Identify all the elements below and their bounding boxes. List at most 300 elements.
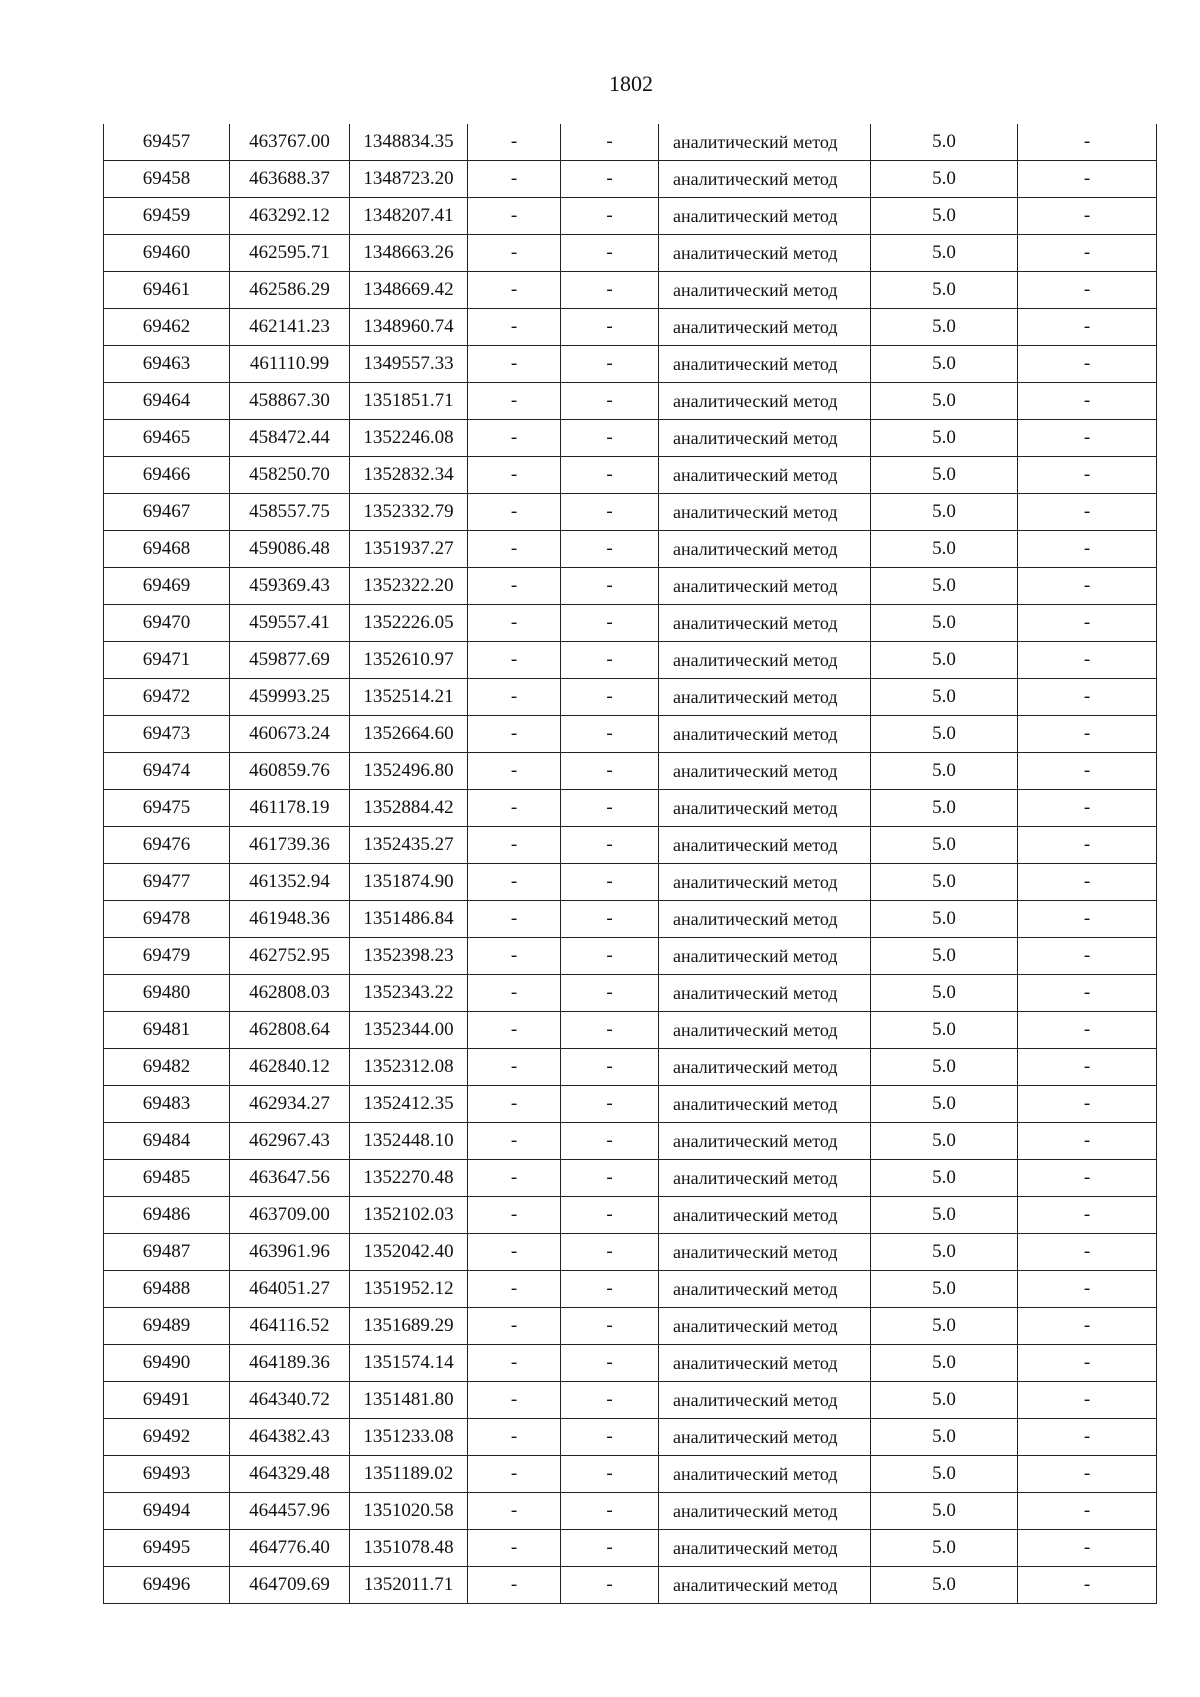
method-cell: аналитический метод [659, 568, 871, 605]
empty-cell: - [561, 124, 659, 161]
empty-cell: - [1018, 1123, 1157, 1160]
empty-cell: - [468, 605, 561, 642]
empty-cell: - [561, 716, 659, 753]
empty-cell: - [1018, 346, 1157, 383]
table-row [104, 346, 1157, 383]
empty-cell: - [1018, 1419, 1157, 1456]
table-row [104, 1456, 1157, 1493]
precision-cell: 5.0 [871, 864, 1018, 901]
method-cell: аналитический метод [659, 1530, 871, 1567]
empty-cell: - [1018, 1567, 1157, 1604]
table-row [104, 309, 1157, 346]
x-coordinate-cell: 462808.03 [230, 975, 350, 1012]
x-coordinate-cell: 464776.40 [230, 1530, 350, 1567]
empty-cell: - [1018, 272, 1157, 309]
method-cell: аналитический метод [659, 975, 871, 1012]
y-coordinate-cell: 1352322.20 [350, 568, 468, 605]
method-cell: аналитический метод [659, 1049, 871, 1086]
empty-cell: - [468, 1308, 561, 1345]
empty-cell: - [468, 383, 561, 420]
point-id-cell: 69494 [104, 1493, 230, 1530]
point-id-cell: 69467 [104, 494, 230, 531]
precision-cell: 5.0 [871, 605, 1018, 642]
empty-cell: - [561, 1493, 659, 1530]
x-coordinate-cell: 464051.27 [230, 1271, 350, 1308]
x-coordinate-cell: 462141.23 [230, 309, 350, 346]
empty-cell: - [561, 901, 659, 938]
empty-cell: - [1018, 679, 1157, 716]
x-coordinate-cell: 460859.76 [230, 753, 350, 790]
method-cell: аналитический метод [659, 1308, 871, 1345]
empty-cell: - [468, 975, 561, 1012]
empty-cell: - [468, 827, 561, 864]
empty-cell: - [1018, 1456, 1157, 1493]
point-id-cell: 69475 [104, 790, 230, 827]
precision-cell: 5.0 [871, 494, 1018, 531]
table-row [104, 420, 1157, 457]
y-coordinate-cell: 1352312.08 [350, 1049, 468, 1086]
x-coordinate-cell: 462752.95 [230, 938, 350, 975]
precision-cell: 5.0 [871, 383, 1018, 420]
empty-cell: - [1018, 124, 1157, 161]
method-cell: аналитический метод [659, 1567, 871, 1604]
y-coordinate-cell: 1351851.71 [350, 383, 468, 420]
empty-cell: - [468, 346, 561, 383]
empty-cell: - [468, 1567, 561, 1604]
table-row [104, 1530, 1157, 1567]
table-row [104, 1419, 1157, 1456]
y-coordinate-cell: 1349557.33 [350, 346, 468, 383]
empty-cell: - [561, 420, 659, 457]
y-coordinate-cell: 1352344.00 [350, 1012, 468, 1049]
point-id-cell: 69481 [104, 1012, 230, 1049]
table-row [104, 1567, 1157, 1604]
empty-cell: - [561, 1123, 659, 1160]
empty-cell: - [468, 1086, 561, 1123]
precision-cell: 5.0 [871, 1345, 1018, 1382]
x-coordinate-cell: 462808.64 [230, 1012, 350, 1049]
empty-cell: - [468, 1493, 561, 1530]
empty-cell: - [468, 568, 561, 605]
y-coordinate-cell: 1352270.48 [350, 1160, 468, 1197]
empty-cell: - [468, 1234, 561, 1271]
empty-cell: - [561, 1308, 659, 1345]
empty-cell: - [1018, 827, 1157, 864]
empty-cell: - [468, 1160, 561, 1197]
y-coordinate-cell: 1351486.84 [350, 901, 468, 938]
empty-cell: - [561, 568, 659, 605]
empty-cell: - [468, 124, 561, 161]
x-coordinate-cell: 461178.19 [230, 790, 350, 827]
precision-cell: 5.0 [871, 938, 1018, 975]
table-row [104, 1086, 1157, 1123]
empty-cell: - [1018, 975, 1157, 1012]
y-coordinate-cell: 1348207.41 [350, 198, 468, 235]
x-coordinate-cell: 463961.96 [230, 1234, 350, 1271]
empty-cell: - [561, 1271, 659, 1308]
x-coordinate-cell: 461352.94 [230, 864, 350, 901]
empty-cell: - [561, 938, 659, 975]
empty-cell: - [468, 1456, 561, 1493]
empty-cell: - [561, 198, 659, 235]
method-cell: аналитический метод [659, 1493, 871, 1530]
y-coordinate-cell: 1351481.80 [350, 1382, 468, 1419]
empty-cell: - [1018, 1049, 1157, 1086]
x-coordinate-cell: 459877.69 [230, 642, 350, 679]
point-id-cell: 69472 [104, 679, 230, 716]
method-cell: аналитический метод [659, 346, 871, 383]
precision-cell: 5.0 [871, 1012, 1018, 1049]
method-cell: аналитический метод [659, 1012, 871, 1049]
precision-cell: 5.0 [871, 1308, 1018, 1345]
precision-cell: 5.0 [871, 1419, 1018, 1456]
point-id-cell: 69480 [104, 975, 230, 1012]
method-cell: аналитический метод [659, 1419, 871, 1456]
empty-cell: - [1018, 383, 1157, 420]
y-coordinate-cell: 1352448.10 [350, 1123, 468, 1160]
table-row [104, 1493, 1157, 1530]
y-coordinate-cell: 1352011.71 [350, 1567, 468, 1604]
point-id-cell: 69490 [104, 1345, 230, 1382]
table-row [104, 753, 1157, 790]
empty-cell: - [561, 272, 659, 309]
table-row [104, 1012, 1157, 1049]
empty-cell: - [561, 383, 659, 420]
y-coordinate-cell: 1351233.08 [350, 1419, 468, 1456]
x-coordinate-cell: 464189.36 [230, 1345, 350, 1382]
method-cell: аналитический метод [659, 790, 871, 827]
empty-cell: - [561, 309, 659, 346]
x-coordinate-cell: 459993.25 [230, 679, 350, 716]
x-coordinate-cell: 458472.44 [230, 420, 350, 457]
precision-cell: 5.0 [871, 198, 1018, 235]
x-coordinate-cell: 458557.75 [230, 494, 350, 531]
method-cell: аналитический метод [659, 198, 871, 235]
precision-cell: 5.0 [871, 716, 1018, 753]
table-row [104, 235, 1157, 272]
method-cell: аналитический метод [659, 272, 871, 309]
x-coordinate-cell: 462967.43 [230, 1123, 350, 1160]
point-id-cell: 69487 [104, 1234, 230, 1271]
x-coordinate-cell: 464382.43 [230, 1419, 350, 1456]
empty-cell: - [468, 1123, 561, 1160]
table-row [104, 901, 1157, 938]
empty-cell: - [468, 494, 561, 531]
empty-cell: - [1018, 1197, 1157, 1234]
y-coordinate-cell: 1352514.21 [350, 679, 468, 716]
precision-cell: 5.0 [871, 272, 1018, 309]
table-row [104, 272, 1157, 309]
point-id-cell: 69492 [104, 1419, 230, 1456]
empty-cell: - [561, 1419, 659, 1456]
y-coordinate-cell: 1352102.03 [350, 1197, 468, 1234]
x-coordinate-cell: 461739.36 [230, 827, 350, 864]
table-row [104, 1123, 1157, 1160]
empty-cell: - [561, 457, 659, 494]
empty-cell: - [1018, 1160, 1157, 1197]
x-coordinate-cell: 463647.56 [230, 1160, 350, 1197]
x-coordinate-cell: 458250.70 [230, 457, 350, 494]
point-id-cell: 69468 [104, 531, 230, 568]
empty-cell: - [1018, 420, 1157, 457]
method-cell: аналитический метод [659, 494, 871, 531]
point-id-cell: 69476 [104, 827, 230, 864]
empty-cell: - [561, 1012, 659, 1049]
method-cell: аналитический метод [659, 161, 871, 198]
empty-cell: - [561, 864, 659, 901]
table-row [104, 1382, 1157, 1419]
table-row [104, 938, 1157, 975]
point-id-cell: 69483 [104, 1086, 230, 1123]
empty-cell: - [468, 420, 561, 457]
point-id-cell: 69496 [104, 1567, 230, 1604]
point-id-cell: 69465 [104, 420, 230, 457]
method-cell: аналитический метод [659, 1160, 871, 1197]
empty-cell: - [1018, 753, 1157, 790]
method-cell: аналитический метод [659, 531, 871, 568]
empty-cell: - [1018, 531, 1157, 568]
x-coordinate-cell: 461110.99 [230, 346, 350, 383]
y-coordinate-cell: 1351574.14 [350, 1345, 468, 1382]
method-cell: аналитический метод [659, 420, 871, 457]
empty-cell: - [561, 605, 659, 642]
y-coordinate-cell: 1352343.22 [350, 975, 468, 1012]
y-coordinate-cell: 1352496.80 [350, 753, 468, 790]
method-cell: аналитический метод [659, 383, 871, 420]
point-id-cell: 69460 [104, 235, 230, 272]
empty-cell: - [468, 642, 561, 679]
method-cell: аналитический метод [659, 753, 871, 790]
empty-cell: - [1018, 494, 1157, 531]
x-coordinate-cell: 463292.12 [230, 198, 350, 235]
table-row [104, 457, 1157, 494]
point-id-cell: 69473 [104, 716, 230, 753]
point-id-cell: 69469 [104, 568, 230, 605]
precision-cell: 5.0 [871, 1123, 1018, 1160]
y-coordinate-cell: 1348669.42 [350, 272, 468, 309]
empty-cell: - [468, 531, 561, 568]
method-cell: аналитический метод [659, 1345, 871, 1382]
precision-cell: 5.0 [871, 1382, 1018, 1419]
method-cell: аналитический метод [659, 827, 871, 864]
table-row [104, 975, 1157, 1012]
coordinates-table [103, 124, 1157, 1604]
empty-cell: - [1018, 457, 1157, 494]
empty-cell: - [561, 975, 659, 1012]
empty-cell: - [468, 938, 561, 975]
y-coordinate-cell: 1348663.26 [350, 235, 468, 272]
precision-cell: 5.0 [871, 1086, 1018, 1123]
table-row [104, 198, 1157, 235]
empty-cell: - [561, 827, 659, 864]
y-coordinate-cell: 1352884.42 [350, 790, 468, 827]
precision-cell: 5.0 [871, 975, 1018, 1012]
empty-cell: - [468, 1382, 561, 1419]
empty-cell: - [561, 235, 659, 272]
table-row [104, 1308, 1157, 1345]
x-coordinate-cell: 458867.30 [230, 383, 350, 420]
point-id-cell: 69478 [104, 901, 230, 938]
empty-cell: - [561, 1567, 659, 1604]
point-id-cell: 69458 [104, 161, 230, 198]
x-coordinate-cell: 464340.72 [230, 1382, 350, 1419]
empty-cell: - [468, 716, 561, 753]
empty-cell: - [468, 1197, 561, 1234]
method-cell: аналитический метод [659, 1234, 871, 1271]
empty-cell: - [468, 901, 561, 938]
point-id-cell: 69462 [104, 309, 230, 346]
y-coordinate-cell: 1352664.60 [350, 716, 468, 753]
y-coordinate-cell: 1352398.23 [350, 938, 468, 975]
method-cell: аналитический метод [659, 642, 871, 679]
x-coordinate-cell: 464329.48 [230, 1456, 350, 1493]
x-coordinate-cell: 459369.43 [230, 568, 350, 605]
x-coordinate-cell: 464709.69 [230, 1567, 350, 1604]
method-cell: аналитический метод [659, 1382, 871, 1419]
empty-cell: - [561, 1086, 659, 1123]
x-coordinate-cell: 462586.29 [230, 272, 350, 309]
method-cell: аналитический метод [659, 235, 871, 272]
empty-cell: - [1018, 1530, 1157, 1567]
precision-cell: 5.0 [871, 1160, 1018, 1197]
point-id-cell: 69495 [104, 1530, 230, 1567]
empty-cell: - [1018, 1086, 1157, 1123]
x-coordinate-cell: 460673.24 [230, 716, 350, 753]
point-id-cell: 69493 [104, 1456, 230, 1493]
empty-cell: - [561, 1530, 659, 1567]
method-cell: аналитический метод [659, 901, 871, 938]
empty-cell: - [1018, 901, 1157, 938]
empty-cell: - [1018, 864, 1157, 901]
empty-cell: - [1018, 309, 1157, 346]
precision-cell: 5.0 [871, 309, 1018, 346]
table-row [104, 383, 1157, 420]
empty-cell: - [561, 531, 659, 568]
table-row [104, 827, 1157, 864]
precision-cell: 5.0 [871, 1234, 1018, 1271]
precision-cell: 5.0 [871, 1197, 1018, 1234]
y-coordinate-cell: 1352226.05 [350, 605, 468, 642]
point-id-cell: 69470 [104, 605, 230, 642]
precision-cell: 5.0 [871, 1049, 1018, 1086]
empty-cell: - [561, 1160, 659, 1197]
table-row [104, 124, 1157, 161]
table-row [104, 1160, 1157, 1197]
x-coordinate-cell: 463709.00 [230, 1197, 350, 1234]
y-coordinate-cell: 1348834.35 [350, 124, 468, 161]
precision-cell: 5.0 [871, 161, 1018, 198]
y-coordinate-cell: 1352042.40 [350, 1234, 468, 1271]
empty-cell: - [468, 1049, 561, 1086]
empty-cell: - [1018, 161, 1157, 198]
precision-cell: 5.0 [871, 1530, 1018, 1567]
precision-cell: 5.0 [871, 235, 1018, 272]
y-coordinate-cell: 1352332.79 [350, 494, 468, 531]
point-id-cell: 69477 [104, 864, 230, 901]
table-body [104, 124, 1157, 1604]
empty-cell: - [1018, 1345, 1157, 1382]
table-row [104, 790, 1157, 827]
x-coordinate-cell: 463767.00 [230, 124, 350, 161]
y-coordinate-cell: 1351020.58 [350, 1493, 468, 1530]
precision-cell: 5.0 [871, 827, 1018, 864]
table-row [104, 679, 1157, 716]
empty-cell: - [561, 642, 659, 679]
method-cell: аналитический метод [659, 679, 871, 716]
empty-cell: - [468, 272, 561, 309]
method-cell: аналитический метод [659, 716, 871, 753]
table-row [104, 531, 1157, 568]
method-cell: аналитический метод [659, 1197, 871, 1234]
y-coordinate-cell: 1348960.74 [350, 309, 468, 346]
empty-cell: - [561, 161, 659, 198]
empty-cell: - [468, 198, 561, 235]
point-id-cell: 69457 [104, 124, 230, 161]
method-cell: аналитический метод [659, 605, 871, 642]
empty-cell: - [561, 790, 659, 827]
precision-cell: 5.0 [871, 642, 1018, 679]
y-coordinate-cell: 1351937.27 [350, 531, 468, 568]
empty-cell: - [1018, 235, 1157, 272]
point-id-cell: 69486 [104, 1197, 230, 1234]
method-cell: аналитический метод [659, 124, 871, 161]
page-number: 1802 [609, 71, 653, 96]
y-coordinate-cell: 1351189.02 [350, 1456, 468, 1493]
x-coordinate-cell: 459557.41 [230, 605, 350, 642]
y-coordinate-cell: 1352435.27 [350, 827, 468, 864]
precision-cell: 5.0 [871, 457, 1018, 494]
point-id-cell: 69482 [104, 1049, 230, 1086]
table-row [104, 494, 1157, 531]
empty-cell: - [561, 1234, 659, 1271]
precision-cell: 5.0 [871, 753, 1018, 790]
empty-cell: - [1018, 1308, 1157, 1345]
x-coordinate-cell: 462840.12 [230, 1049, 350, 1086]
precision-cell: 5.0 [871, 790, 1018, 827]
precision-cell: 5.0 [871, 420, 1018, 457]
y-coordinate-cell: 1351078.48 [350, 1530, 468, 1567]
empty-cell: - [1018, 1234, 1157, 1271]
point-id-cell: 69463 [104, 346, 230, 383]
empty-cell: - [468, 790, 561, 827]
empty-cell: - [561, 753, 659, 790]
empty-cell: - [1018, 716, 1157, 753]
table-row [104, 1234, 1157, 1271]
empty-cell: - [561, 1345, 659, 1382]
precision-cell: 5.0 [871, 531, 1018, 568]
point-id-cell: 69459 [104, 198, 230, 235]
point-id-cell: 69488 [104, 1271, 230, 1308]
point-id-cell: 69466 [104, 457, 230, 494]
precision-cell: 5.0 [871, 901, 1018, 938]
empty-cell: - [468, 1530, 561, 1567]
empty-cell: - [468, 1419, 561, 1456]
empty-cell: - [468, 864, 561, 901]
empty-cell: - [561, 1382, 659, 1419]
empty-cell: - [1018, 198, 1157, 235]
precision-cell: 5.0 [871, 1271, 1018, 1308]
precision-cell: 5.0 [871, 1456, 1018, 1493]
y-coordinate-cell: 1352246.08 [350, 420, 468, 457]
table-row [104, 1197, 1157, 1234]
method-cell: аналитический метод [659, 457, 871, 494]
empty-cell: - [1018, 1271, 1157, 1308]
point-id-cell: 69464 [104, 383, 230, 420]
y-coordinate-cell: 1352610.97 [350, 642, 468, 679]
empty-cell: - [468, 457, 561, 494]
table-row [104, 1345, 1157, 1382]
empty-cell: - [468, 161, 561, 198]
